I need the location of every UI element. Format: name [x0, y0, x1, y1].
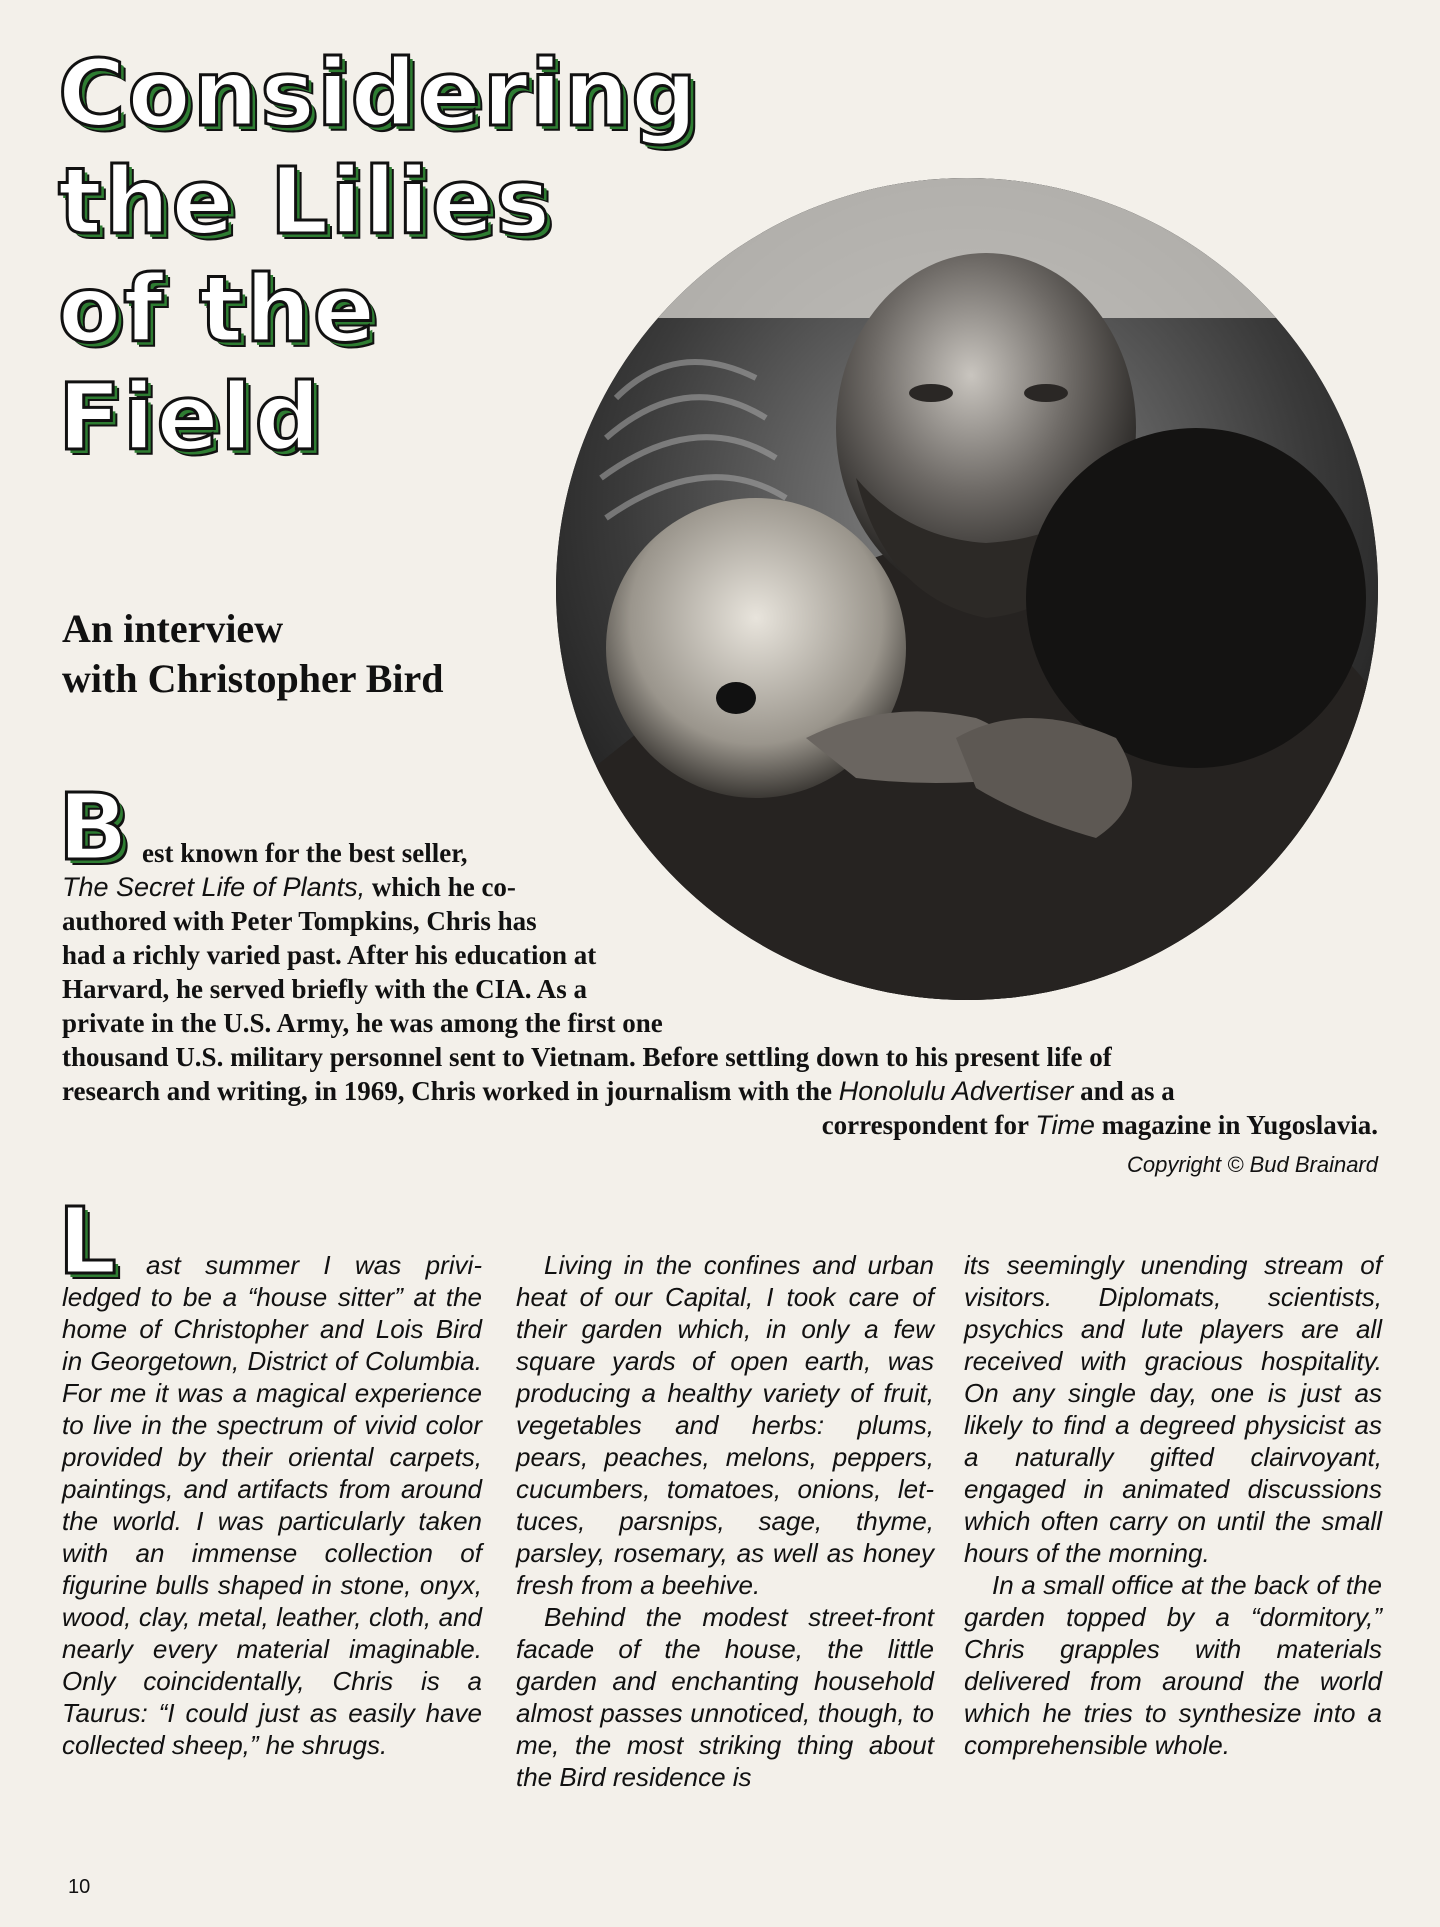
page-number: 10: [68, 1876, 91, 1898]
title-line-4: Field: [58, 364, 323, 471]
body-column-2: [516, 1249, 934, 1793]
portrait-photo: [556, 178, 1378, 1000]
subtitle-line-1: An interview: [62, 606, 284, 651]
magazine-title: Time: [1035, 1110, 1095, 1140]
body-paragraph: its seemingly unending stream of visitors. Diplomats, scientists, psychics and lute players are all received with gracious hospitality. On any single day, one is just as likely to find a degreed physicist as a naturally gifted clairvoyant, engaged in animated discussions which often carry on until the small hours of the morning.: [964, 1250, 1382, 1568]
intro-text: which he co-: [365, 872, 516, 902]
subtitle: [62, 604, 444, 704]
intro-line-5: [62, 972, 587, 1006]
intro-text: and as a: [1073, 1076, 1175, 1106]
body-paragraph: Behind the modest street-front facade of the house, the little garden and enchanting household almost passes unnoticed, though, to me, the most striking thing about the Bird residence is: [516, 1602, 934, 1792]
intro-line-2: [62, 870, 516, 904]
intro-dropcap: B: [58, 774, 129, 881]
intro-line-9: [822, 1108, 1378, 1142]
intro-text: correspondent for: [821, 1110, 1036, 1140]
intro-text: had a richly varied past. After his education at: [62, 940, 597, 970]
intro-text: private in the U.S. Army, he was among the first one: [62, 1008, 663, 1038]
body-paragraph: In a small office at the back of the garden topped by a “dormitory,” Chris grapples with materials delivered from around the world which he tries to synthesize into a comprehensible whole.: [964, 1570, 1382, 1760]
body-paragraph: [62, 1249, 482, 1761]
title-line-3: of the: [58, 256, 378, 363]
intro-text: research and writing, in 1969, Chris worked in journalism with the: [62, 1076, 839, 1106]
intro-text: Harvard, he served briefly with the CIA. As a: [62, 974, 587, 1004]
body-dropcap: L: [58, 1188, 117, 1295]
intro-text: thousand U.S. military personnel sent to Vietnam. Before settling down to his present life of: [62, 1042, 1112, 1072]
intro-line-7: [62, 1040, 1112, 1074]
intro-line-1: [142, 836, 468, 870]
newspaper-title: Honolulu Advertiser: [838, 1076, 1074, 1106]
intro-line-6: [62, 1006, 663, 1040]
body-paragraph: Living in the confines and urban heat of our Capital, I took care of their garden which, in only a few square yards of open earth, was producing a healthy variety of fruit, vegetables and herbs: plums, pears, peaches, melons, peppers, cucumbers, tomatoes, onions, lettuces, parsnips, sage, thyme, parsley, rosemary, as well as honey fresh from a beehive.: [516, 1250, 934, 1600]
intro-text: authored with Peter Tompkins, Chris has: [62, 906, 537, 936]
body-text: ast summer I was priviledged to be a “house sitter” at the home of Christopher and Lois Bird in Georgetown, District of Columbia. For me it was a magical experience to live in the spectrum of vivid color provided by their oriental carpets, paintings, and artifacts from around the world. I was particularly taken with an immense collection of figurine bulls shaped in stone, onyx, wood, clay, metal, leather, cloth, and nearly every material imaginable. Only coincidentally, Chris is a Taurus: “I could just as easily have collected sheep,” he shrugs.: [62, 1250, 482, 1760]
title-line-2: the Lilies: [58, 148, 553, 255]
intro-line-8: [62, 1074, 1175, 1108]
book-title: The Secret Life of Plants,: [62, 872, 366, 902]
intro-text: est known for the best seller,: [142, 838, 468, 868]
subtitle-line-2: with Christopher Bird: [62, 656, 444, 701]
body-column-1: [62, 1249, 482, 1761]
intro-line-3: [62, 904, 537, 938]
title-line-1: Considering: [58, 40, 700, 147]
intro-text: magazine in Yugoslavia.: [1094, 1110, 1378, 1140]
body-column-3: [964, 1249, 1382, 1761]
intro-line-4: [62, 938, 596, 972]
photo-copyright: Copyright © Bud Brainard: [1126, 1152, 1378, 1177]
